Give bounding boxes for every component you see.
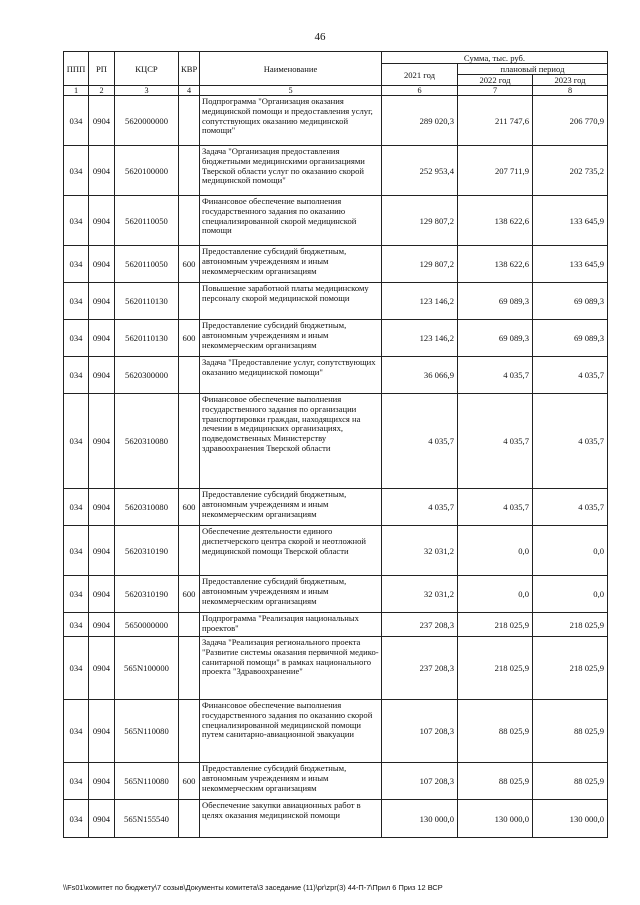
cell-sum-2022: 207 711,9 [458,146,533,196]
column-number: 4 [179,86,200,96]
cell-kvr: 600 [179,763,200,800]
cell-sum-2023: 0,0 [533,576,608,613]
cell-rp: 0904 [89,196,115,246]
cell-sum-2023: 4 035,7 [533,394,608,489]
cell-sum-2022: 130 000,0 [458,800,533,838]
cell-sum-2021: 4 035,7 [382,394,458,489]
cell-name: Финансовое обеспечение выполнения государственного задания по организации транспортировки граждан, находящихся на лечении в медицинских организациях, подведомственных Министерству здравоохранения Тверской области [200,394,382,489]
cell-rp: 0904 [89,763,115,800]
table-row [64,613,608,637]
column-number: 7 [458,86,533,96]
cell-sum-2022: 69 089,3 [458,320,533,357]
cell-ppp: 034 [64,320,89,357]
cell-sum-2021: 107 208,3 [382,763,458,800]
cell-sum-2023: 88 025,9 [533,700,608,763]
cell-sum-2021: 130 000,0 [382,800,458,838]
cell-sum-2023: 133 645,9 [533,246,608,283]
cell-sum-2021: 4 035,7 [382,489,458,526]
cell-kcsr: 5620110050 [115,246,179,283]
cell-sum-2023: 218 025,9 [533,637,608,700]
cell-kcsr: 5620310080 [115,489,179,526]
cell-name: Предоставление субсидий бюджетным, автономным учреждениям и иным некоммерческим организациям [200,576,382,613]
cell-name: Предоставление субсидий бюджетным, автономным учреждениям и иным некоммерческим организациям [200,246,382,283]
cell-name: Подпрограмма "Организация оказания медицинской помощи и предоставления услуг, сопутствующих оказанию медицинской помощи" [200,96,382,146]
column-number: 6 [382,86,458,96]
cell-name: Предоставление субсидий бюджетным, автономным учреждениям и иным некоммерческим организациям [200,763,382,800]
cell-ppp: 034 [64,800,89,838]
cell-rp: 0904 [89,613,115,637]
cell-name: Обеспечение закупки авиационных работ в целях оказания медицинской помощи [200,800,382,838]
cell-rp: 0904 [89,357,115,394]
cell-sum-2022: 218 025,9 [458,613,533,637]
header-year-2022: 2022 год [458,75,533,86]
cell-sum-2023: 69 089,3 [533,283,608,320]
table-row [64,576,608,613]
cell-name: Предоставление субсидий бюджетным, автономным учреждениям и иным некоммерческим организациям [200,320,382,357]
column-number: 5 [200,86,382,96]
header-kvr: КВР [179,52,200,86]
table-row [64,394,608,489]
cell-name: Подпрограмма "Реализация национальных проектов" [200,613,382,637]
cell-ppp: 034 [64,96,89,146]
cell-sum-2022: 0,0 [458,526,533,576]
cell-kvr [179,613,200,637]
cell-rp: 0904 [89,526,115,576]
cell-sum-2021: 129 807,2 [382,196,458,246]
table-row [64,637,608,700]
cell-ppp: 034 [64,394,89,489]
cell-sum-2022: 4 035,7 [458,489,533,526]
cell-kvr: 600 [179,576,200,613]
cell-sum-2022: 211 747,6 [458,96,533,146]
cell-kcsr: 5620110130 [115,320,179,357]
cell-name: Обеспечение деятельности единого диспетчерского центра скорой и неотложной медицинской помощи Тверской области [200,526,382,576]
cell-kcsr: 5650000000 [115,613,179,637]
cell-sum-2023: 202 735,2 [533,146,608,196]
cell-kcsr: 5620310080 [115,394,179,489]
budget-table [63,51,608,838]
cell-ppp: 034 [64,613,89,637]
cell-ppp: 034 [64,196,89,246]
table-row [64,357,608,394]
table-row [64,283,608,320]
cell-rp: 0904 [89,489,115,526]
header-sum: Сумма, тыс. руб. [382,52,608,64]
cell-sum-2022: 138 622,6 [458,246,533,283]
cell-sum-2022: 69 089,3 [458,283,533,320]
cell-kcsr: 5620100000 [115,146,179,196]
cell-ppp: 034 [64,146,89,196]
column-number: 3 [115,86,179,96]
cell-kcsr: 5620000000 [115,96,179,146]
cell-rp: 0904 [89,96,115,146]
cell-kcsr: 5620310190 [115,576,179,613]
cell-sum-2023: 206 770,9 [533,96,608,146]
cell-sum-2021: 289 020,3 [382,96,458,146]
cell-sum-2023: 69 089,3 [533,320,608,357]
cell-sum-2021: 32 031,2 [382,526,458,576]
cell-sum-2021: 237 208,3 [382,637,458,700]
cell-sum-2021: 36 066,9 [382,357,458,394]
cell-rp: 0904 [89,283,115,320]
cell-rp: 0904 [89,637,115,700]
cell-kvr [179,700,200,763]
cell-name: Задача "Организация предоставления бюджетными медицинскими организациями Тверской области услуг по оказанию скорой медицинской помощи" [200,146,382,196]
header-ppp: ППП [64,52,89,86]
table-row [64,763,608,800]
cell-kvr: 600 [179,320,200,357]
cell-ppp: 034 [64,576,89,613]
cell-ppp: 034 [64,763,89,800]
cell-sum-2023: 4 035,7 [533,489,608,526]
cell-kvr: 600 [179,246,200,283]
file-path-footer: \\Fs01\комитет по бюджету\7 созыв\Документы комитета\3 заседание (11)\pr\zpr(3) 44-П-7\Прил 6 Приз 12 ВСР [63,883,443,892]
cell-rp: 0904 [89,394,115,489]
cell-sum-2021: 123 146,2 [382,320,458,357]
cell-name: Финансовое обеспечение выполнения государственного задания по оказанию специализированной скорой медицинской помощи [200,196,382,246]
cell-sum-2021: 32 031,2 [382,576,458,613]
header-year-2021: 2021 год [382,64,458,86]
cell-rp: 0904 [89,246,115,283]
table-row [64,800,608,838]
cell-rp: 0904 [89,576,115,613]
column-number-row [64,86,608,96]
table-row [64,96,608,146]
cell-kvr [179,357,200,394]
cell-ppp: 034 [64,637,89,700]
header-name: Наименование [200,52,382,86]
cell-kvr [179,800,200,838]
cell-sum-2022: 218 025,9 [458,637,533,700]
cell-sum-2021: 237 208,3 [382,613,458,637]
cell-kvr [179,146,200,196]
cell-sum-2022: 0,0 [458,576,533,613]
cell-sum-2021: 252 953,4 [382,146,458,196]
cell-kcsr: 565N110080 [115,700,179,763]
table-row [64,526,608,576]
cell-sum-2023: 88 025,9 [533,763,608,800]
cell-sum-2023: 4 035,7 [533,357,608,394]
cell-rp: 0904 [89,800,115,838]
cell-ppp: 034 [64,526,89,576]
cell-sum-2021: 107 208,3 [382,700,458,763]
header-planned-period: плановый период [458,64,608,75]
cell-kcsr: 5620310190 [115,526,179,576]
cell-kcsr: 5620300000 [115,357,179,394]
cell-name: Предоставление субсидий бюджетным, автономным учреждениям и иным некоммерческим организациям [200,489,382,526]
cell-name: Повышение заработной платы медицинскому персоналу скорой медицинской помощи [200,283,382,320]
page-number: 46 [314,31,326,43]
header-rp: РП [89,52,115,86]
cell-kcsr: 565N110080 [115,763,179,800]
cell-sum-2022: 4 035,7 [458,357,533,394]
cell-kvr [179,96,200,146]
cell-sum-2022: 88 025,9 [458,763,533,800]
cell-sum-2023: 133 645,9 [533,196,608,246]
cell-kvr [179,637,200,700]
column-number: 1 [64,86,89,96]
cell-sum-2022: 88 025,9 [458,700,533,763]
cell-sum-2022: 138 622,6 [458,196,533,246]
cell-kvr [179,394,200,489]
header-kcsr: КЦСР [115,52,179,86]
cell-name: Задача "Предоставление услуг, сопутствующих оказанию медицинской помощи" [200,357,382,394]
cell-sum-2023: 218 025,9 [533,613,608,637]
table-row [64,489,608,526]
table-row [64,320,608,357]
cell-kcsr: 5620110050 [115,196,179,246]
cell-name: Задача "Реализация регионального проекта "Развитие системы оказания первичной медико-санитарной помощи" в рамках национального проекта "Здравоохранение" [200,637,382,700]
cell-ppp: 034 [64,283,89,320]
cell-rp: 0904 [89,700,115,763]
cell-sum-2021: 123 146,2 [382,283,458,320]
table-row [64,246,608,283]
cell-sum-2022: 4 035,7 [458,394,533,489]
table-row [64,196,608,246]
cell-name: Финансовое обеспечение выполнения государственного задания по оказанию скорой специализированной медицинской помощи путем санитарно-авиационной эвакуации [200,700,382,763]
column-number: 2 [89,86,115,96]
cell-kvr [179,196,200,246]
cell-kcsr: 565N100000 [115,637,179,700]
cell-ppp: 034 [64,357,89,394]
cell-ppp: 034 [64,700,89,763]
cell-ppp: 034 [64,489,89,526]
cell-kvr [179,283,200,320]
cell-rp: 0904 [89,320,115,357]
header-year-2023: 2023 год [533,75,608,86]
cell-sum-2023: 0,0 [533,526,608,576]
cell-kvr [179,526,200,576]
table-row [64,146,608,196]
cell-ppp: 034 [64,246,89,283]
cell-sum-2021: 129 807,2 [382,246,458,283]
table-row [64,700,608,763]
cell-rp: 0904 [89,146,115,196]
column-number: 8 [533,86,608,96]
cell-kcsr: 565N155540 [115,800,179,838]
cell-kcsr: 5620110130 [115,283,179,320]
cell-kvr: 600 [179,489,200,526]
cell-sum-2023: 130 000,0 [533,800,608,838]
